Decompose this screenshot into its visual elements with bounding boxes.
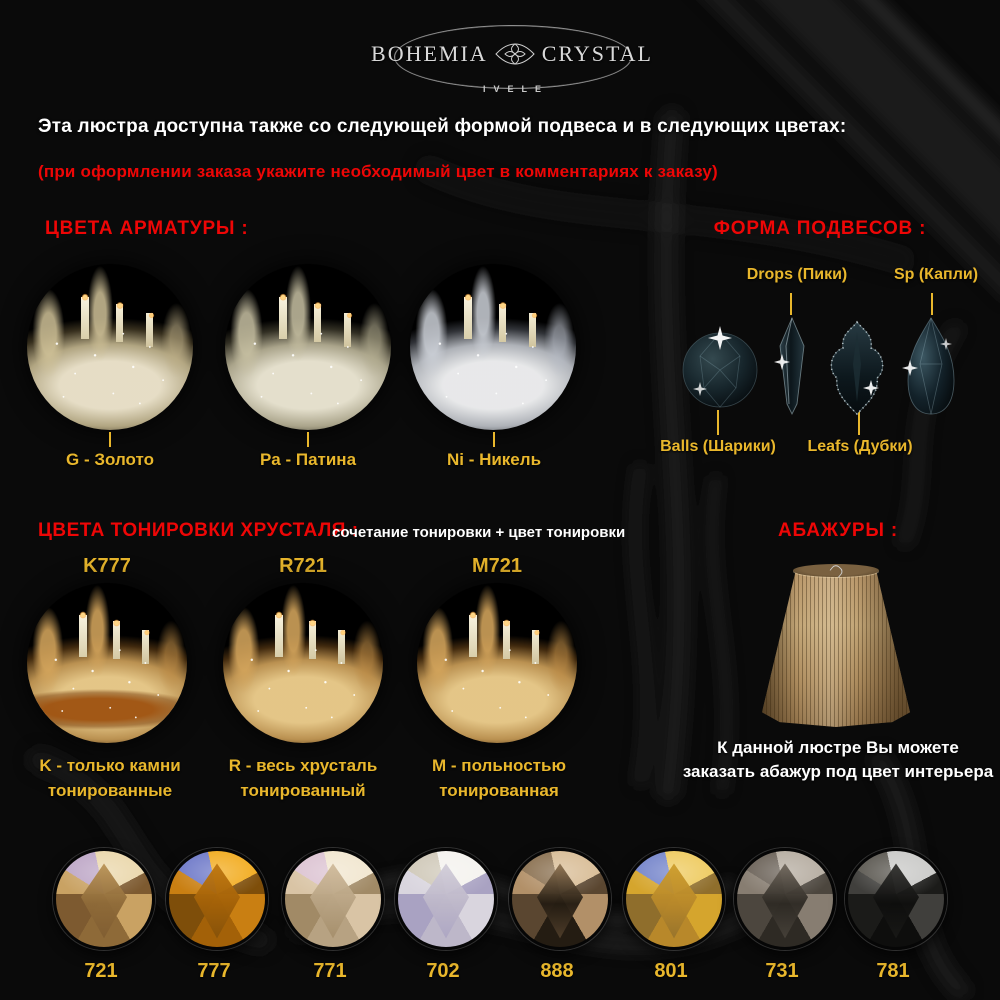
tint-caption-m-line2: тонированная — [439, 781, 559, 800]
headline-text: Эта люстра доступна также со следующей формой подвеса и в следующих цветах: — [38, 116, 847, 137]
crystal-color-771 — [282, 848, 378, 983]
crystal-color-code: 721 — [84, 960, 118, 982]
crystal-swatch-image — [509, 848, 611, 950]
swatch-facet — [737, 851, 833, 947]
tint-caption-k-line2: тонированные — [47, 781, 173, 800]
chandelier-photo-nickel — [410, 264, 576, 430]
lampshades-section-title: АБАЖУРЫ : — [778, 520, 898, 541]
crystal-color-code: 702 — [426, 960, 460, 982]
tint-caption-k — [39, 753, 180, 803]
tint-code-m721: M721 — [471, 555, 523, 577]
armature-section-title: ЦВЕТА АРМАТУРЫ : — [45, 218, 249, 239]
pendant-label-sp: Sp (Капли) — [893, 266, 979, 283]
brand-subtitle: IVELE — [482, 84, 549, 94]
chandelier-photo-r721 — [223, 583, 383, 743]
crystal-color-code: 781 — [876, 960, 910, 982]
crystal-swatch-image — [53, 848, 155, 950]
crystal-color-code: 771 — [313, 960, 347, 982]
swatch-facet — [56, 851, 152, 947]
swatch-facet — [848, 851, 944, 947]
pendant-label-leafs: Leafs (Дубки) — [807, 438, 913, 455]
tinting-section-title: ЦВЕТА ТОНИРОВКИ ХРУСТАЛЯ : — [38, 520, 359, 541]
connector-line — [493, 432, 495, 447]
brand-name-right: CRYSTAL — [541, 41, 653, 66]
pendant-label-drops: Drops (Пики) — [746, 266, 848, 283]
armature-label-gold: G - Золото — [66, 450, 154, 469]
crystal-color-code: 731 — [765, 960, 799, 982]
brand-logo — [371, 20, 653, 98]
crystal-ornament-icon — [494, 41, 536, 67]
chandelier-photo-k777 — [27, 583, 187, 743]
brand-name-left: BOHEMIA — [371, 41, 488, 66]
connector-line — [717, 410, 719, 435]
crystal-color-801 — [623, 848, 719, 983]
tint-caption-r-line1: R - весь хрусталь — [228, 756, 378, 775]
tint-caption-m-line1: M - польностью — [432, 756, 566, 775]
crystal-swatch-image — [282, 848, 384, 950]
chandelier-photo-m721 — [417, 583, 577, 743]
chandelier-photo-gold — [27, 264, 193, 430]
crystal-color-code: 777 — [197, 960, 231, 982]
chandelier-photo-patina — [225, 264, 391, 430]
crystal-color-888 — [509, 848, 605, 983]
crystal-color-721 — [53, 848, 149, 983]
tint-caption-r-line2: тонированный — [240, 781, 366, 800]
pendant-leaf-crystal — [825, 318, 889, 418]
swatch-facet — [398, 851, 494, 947]
crystal-color-code: 888 — [540, 960, 574, 982]
tint-code-r721: R721 — [279, 555, 327, 577]
lampshade-caption-line2: заказать абажур под цвет интерьера — [682, 762, 994, 781]
crystal-color-702 — [395, 848, 491, 983]
pendants-section-title: ФОРМА ПОДВЕСОВ : — [713, 218, 927, 239]
connector-line — [109, 432, 111, 447]
armature-label-nickel: Ni - Никель — [446, 450, 542, 469]
armature-label-patina: Pa - Патина — [259, 450, 357, 469]
lampshade-image — [762, 563, 910, 727]
connector-line — [307, 432, 309, 447]
swatch-facet — [512, 851, 608, 947]
lampshade-caption-line1: К данной люстре Вы можете — [717, 738, 959, 757]
pendant-ball-crystal — [678, 326, 762, 410]
lampshade-body — [762, 563, 910, 727]
pendant-almond-crystal — [900, 314, 962, 418]
swatch-facet — [169, 851, 265, 947]
pendant-label-balls: Balls (Шарики) — [660, 438, 776, 455]
crystal-swatch-image — [395, 848, 497, 950]
crystal-swatch-image — [734, 848, 836, 950]
crystal-color-731 — [734, 848, 830, 983]
order-note-text: (при оформлении заказа укажите необходимый цвет в комментариях к заказу) — [38, 162, 718, 181]
lampshade-caption — [683, 736, 993, 784]
tint-caption-k-line1: K - только камни — [39, 756, 181, 775]
crystal-color-781 — [845, 848, 941, 983]
pendant-drop-crystal — [772, 316, 812, 416]
tint-caption-r — [229, 753, 378, 803]
crystal-swatch-image — [845, 848, 947, 950]
crystal-color-code: 801 — [654, 960, 688, 982]
tint-caption-m — [432, 753, 566, 803]
connector-line — [790, 293, 792, 315]
crystal-color-777 — [166, 848, 262, 983]
swatch-facet — [626, 851, 722, 947]
tinting-subtitle: сочетание тонировки + цвет тонировки — [332, 524, 626, 541]
swatch-facet — [285, 851, 381, 947]
crystal-swatch-image — [623, 848, 725, 950]
crystal-swatch-image — [166, 848, 268, 950]
connector-line — [931, 293, 933, 315]
tint-code-k777: K777 — [83, 555, 131, 577]
